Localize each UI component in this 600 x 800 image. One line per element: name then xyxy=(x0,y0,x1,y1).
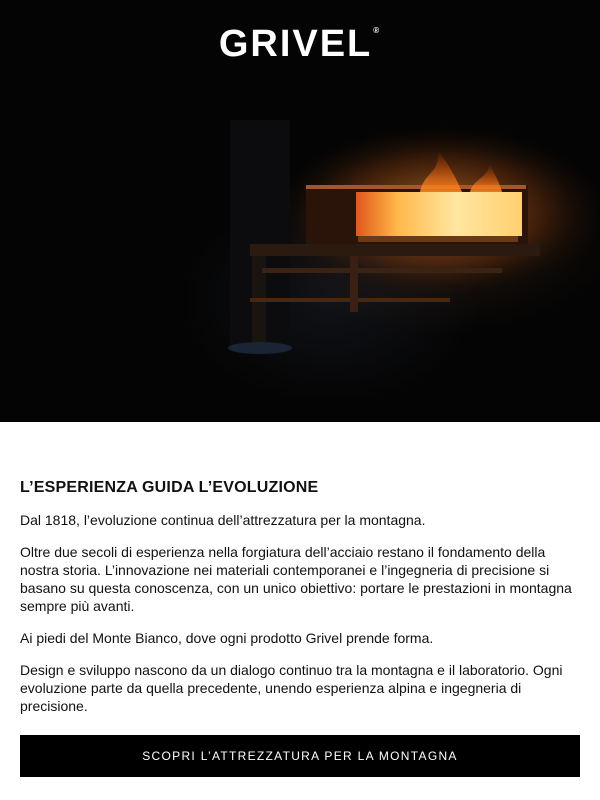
machine-rail xyxy=(262,268,502,273)
furnace-fire xyxy=(356,192,522,236)
brand-logo[interactable] xyxy=(0,25,600,63)
article-paragraph: Oltre due secoli di esperienza nella forgiatura dell’acciaio restano il fondamento della nostra storia. L’innovazione nei materiali contemporanei e l’ingegneria di precisione si basano su questa conoscenza, con un unico obiettivo: portare le prestazioni in montagna sempre più avanti. xyxy=(20,544,572,614)
machine-table xyxy=(250,244,540,256)
discover-gear-button[interactable]: SCOPRI L’ATTREZZATURA PER LA MONTAGNA xyxy=(20,735,580,777)
article-paragraph: Dal 1818, l’evoluzione continua dell’attrezzatura per la montagna. xyxy=(20,512,426,528)
machine-base xyxy=(228,342,292,354)
machine-leg-right xyxy=(350,256,358,312)
article-paragraph: Design e sviluppo nascono da un dialogo continuo tra la montagna e il laboratorio. Ogni evoluzione parte da quella precedente, unendo esperienza alpina e ingegneria di precisione. xyxy=(20,662,563,714)
logo-text: GRIVEL xyxy=(218,23,373,65)
furnace-shelf xyxy=(358,236,518,242)
article-heading: L’ESPERIENZA GUIDA L’EVOLUZIONE xyxy=(20,479,319,496)
registered-mark: ® xyxy=(373,26,382,35)
article-paragraph: Ai piedi del Monte Bianco, dove ogni prodotto Grivel prende forma. xyxy=(20,630,434,646)
article-content xyxy=(0,478,600,777)
